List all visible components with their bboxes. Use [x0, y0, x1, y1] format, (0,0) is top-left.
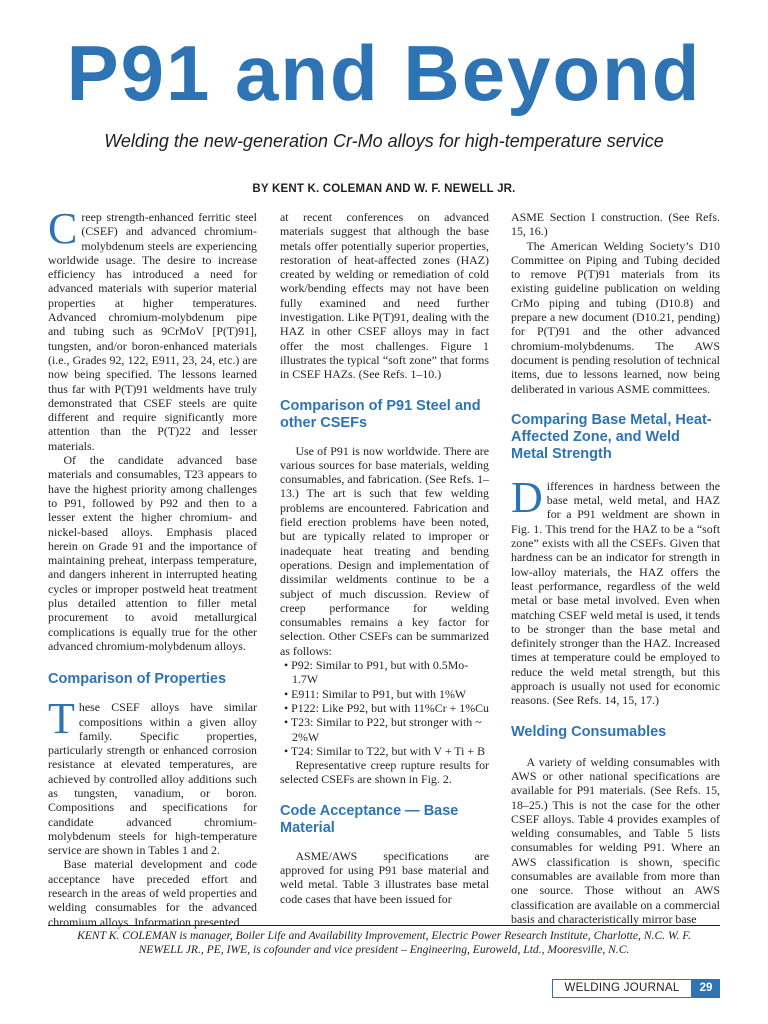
paragraph: ASME/AWS specifications are approved for using P91 base material and weld metal. Table 3 illustrates base metal code cases that have been issued for [280, 848, 489, 906]
article-subtitle: Welding the new-generation Cr-Mo alloys for high-temperature service [104, 131, 664, 151]
article-title: P91 and Beyond [66, 29, 702, 117]
section-heading: Welding Consumables [511, 723, 667, 740]
alloy-list [280, 658, 489, 758]
byline: BY KENT K. COLEMAN AND W. F. NEWELL JR. [252, 183, 516, 195]
list-item: • T24: Similar to T22, but with V + Ti + B [284, 743, 486, 758]
paragraph: Base material development and code acceptance have preceded effort and research in the areas of weld properties and welding consumables for the advanced chromium alloys. Information presented [48, 857, 257, 929]
drop-cap: T [48, 694, 75, 744]
footnote-rule [48, 925, 720, 926]
page-number: 29 [692, 979, 720, 998]
drop-cap: C [48, 204, 78, 253]
intro-paragraph: Creep strength-enhanced ferritic steel (CSEF) and advanced chromium-molybdenum steels are experiencing worldwide usage. The desire to increase efficiency has introduced a need for advanced materials with superior material properties at higher temperatures. Advanced chromium-molybdenum pipe and tubing such as 9CrMoV [P(T)91], tungsten, and/or boron-enhanced materials (i.e., Grades 92, 122, E911, 23, 24, etc.) are now being specified. The lessons learned thus far with P(T)91 weldments have truly demonstrated that CSEF steels are quite different and require significantly more attention than the P(T)22 and lesser materials. [48, 204, 257, 453]
column-1 [48, 204, 257, 929]
column-3 [511, 210, 720, 926]
column-2 [280, 210, 489, 905]
paragraph: Representative creep rupture results for selected CSEFs are shown in Fig. 2. [280, 758, 489, 787]
paragraph: ASME Section I construction. (See Refs. 15, 16.) [511, 210, 720, 239]
author-footnote: KENT K. COLEMAN is manager, Boiler Life and Availability Improvement, Electric Power Research Institute, Charlotte, N.C. W. F. NEWELL JR., PE, IWE, is cofounder and vice president – Engineering, Euroweld, Ltd., Mooresville, N.C. [77, 929, 691, 956]
paragraph: These CSEF alloys have similar compositions within a given alloy family. Specific properties, particularly strength or enhanced corrosion resistance at elevated temperatures, are achieved by controlled alloy additions such as tungsten, vanadium, or boron. Compositions and specifications for candidate advanced chromium-molybdenum steels for high-temperature service are shown in Tables 1 and 2. [48, 694, 257, 858]
paragraph: Use of P91 is now worldwide. There are various sources for base materials, welding consumables, and fabrication. (See Refs. 1–13.) The art is such that few welding problems are encountered. Fabrication and field erection problems have been noted, but are typically related to improper or inadequate heat treating and bending operations. Design and implementation of dissimilar weldments continue to be a subject of much discussion. Review of creep performance for welding consumables remains a key factor for selection. Other CSEFs can be summarized as follows: [280, 443, 489, 658]
section-heading: Comparison of Properties [48, 671, 227, 688]
paragraph: A variety of welding consumables with AWS or other national specifications are available for P91 materials. (See Refs. 15, 18–25.) This is not the case for the other CSEF alloys. Table 4 provides examples of welding consumables, and Table 5 lists consumables for welding P91. Where an AWS classification is shown, specific consumables are available from more than one source. Those without an AWS classification are available on a commercial basis and characteristically mirror base [511, 754, 720, 926]
paragraph: Of the candidate advanced base materials and consumables, T23 appears to have the highest priority among challenges to P91, followed by P92 and then to a lesser extent the higher chromium- and nickel-based alloys. Emphasis placed herein on Grade 91 and the importance of maintaining preheat, interpass temperature, and dangers inherent in interrupted heating cycles or improper postweld heat treatment plus detailed attention to filler metal procurement to avoid metallurgical complications is equally true for the other advanced chromium-molybdenum alloys. [48, 453, 257, 653]
section-heading: Code Acceptance — Base Material [280, 802, 459, 836]
list-item: • T23: Similar to P22, but stronger with ~ 2%W [284, 715, 482, 744]
journal-name: WELDING JOURNAL [552, 979, 692, 998]
paragraph: The American Welding Society’s D10 Committee on Piping and Tubing decided to remove P(T)91 materials from its existing guideline publication on welding CrMo piping and tubing (D10.8) and prepare a new document (D10.21, pending) for P(T)91 and the other advanced chromium-molybdenums. The AWS document is pending resolution of technical items, due to lessons learned, now being deliberated in various ASME committees. [511, 238, 720, 396]
list-item: • P122: Like P92, but with 11%Cr + 1%Cu [284, 700, 489, 715]
paragraph: Differences in hardness between the base metal, weld metal, and HAZ for a P91 weldment are shown in Fig. 1. This trend for the HAZ to be a “soft zone” exists with all the CSEFs. Given that hardness can be an indicator for strength in low-alloy materials, the HAZ offers the least performance, regardless of the weld metal or base metal involved. Even when matching CSEF weld metal is used, it tends to be stronger than the base metal and definitely stronger than the HAZ. Increased times at temperature could be employed to reduce the weld metal strength, but this approach is usually not used for economic reasons. (See Refs. 14, 15, 17.) [511, 472, 720, 708]
section-heading: Comparison of P91 Steel and other CSEFs [280, 397, 481, 431]
paragraph: at recent conferences on advanced materials suggest that although the base metals offer potentially superior properties, restoration of heat-affected zones (HAZ) created by welding or remediation of cold work/bending effects may not have been fully examined and need further investigation. Like P(T)91, dealing with the HAZ in other CSEF alloys may in fact offer the most challenges. Figure 1 illustrates the typical “soft zone” that forms in CSEF HAZs. (See Refs. 1–10.) [280, 210, 489, 382]
section-heading: Comparing Base Metal, Heat-Affected Zone, and Weld Metal Strength [511, 411, 712, 462]
list-item: • E911: Similar to P91, but with 1%W [284, 686, 467, 701]
drop-cap: D [511, 472, 543, 522]
list-item: • P92: Similar to P91, but with 0.5Mo-1.7W [284, 658, 469, 687]
